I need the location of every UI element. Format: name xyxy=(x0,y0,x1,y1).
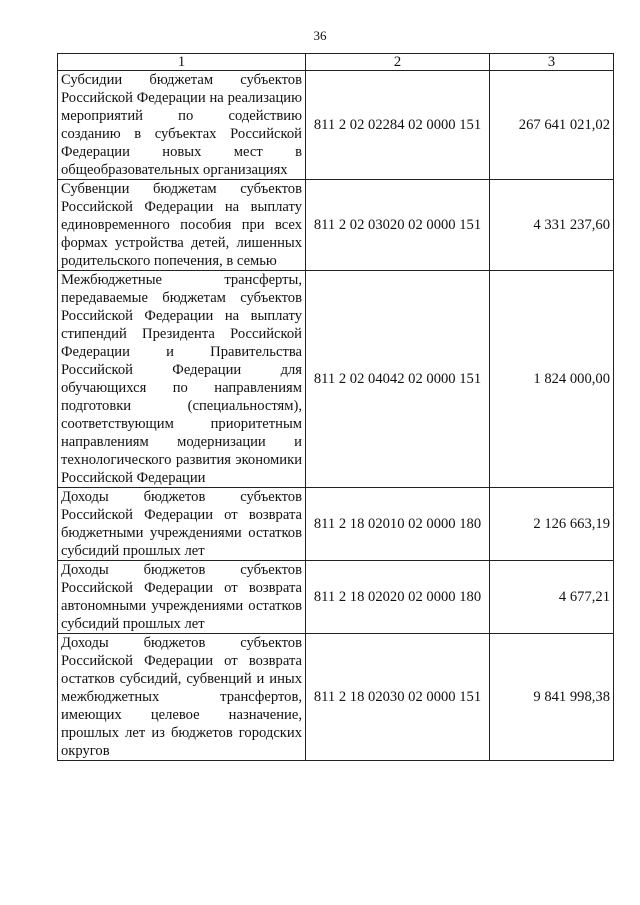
table-row xyxy=(58,180,614,271)
row-description: Субвенции бюджетам субъектов Российской Федерации на выплату единовременного пособия при всех формах устройства детей, лишенных родительского попечения, в семью xyxy=(58,180,306,271)
row-description: Доходы бюджетов субъектов Российской Федерации от возврата остатков субсидий, субвенций и иных межбюджетных трансфертов, имеющих целевое назначение, прошлых лет из бюджетов городских округов xyxy=(58,634,306,761)
row-code: 811 2 18 02020 02 0000 180 xyxy=(306,561,490,634)
table-header-row xyxy=(58,54,614,71)
row-code: 811 2 18 02030 02 0000 151 xyxy=(306,634,490,761)
row-description: Субсидии бюджетам субъектов Российской Федерации на реализацию мероприятий по содействию созданию в субъектах Российской Федерации новых мест в общеобразовательных организациях xyxy=(58,71,306,180)
column-header-2: 2 xyxy=(306,54,490,71)
column-header-1: 1 xyxy=(58,54,306,71)
page-number: 36 xyxy=(313,28,327,43)
row-code: 811 2 18 02010 02 0000 180 xyxy=(306,488,490,561)
row-code: 811 2 02 03020 02 0000 151 xyxy=(306,180,490,271)
row-description: Доходы бюджетов субъектов Российской Федерации от возврата бюджетными учреждениями остатков субсидий прошлых лет xyxy=(58,488,306,561)
row-description: Межбюджетные трансферты, передаваемые бюджетам субъектов Российской Федерации на выплату стипендий Президента Российской Федерации и Правительства Российской Федерации для обучающихся по направлениям подготовки (специальностям), соответствующим приоритетным направлениям модернизации и технологического развития экономики Российской Федерации xyxy=(58,271,306,488)
row-amount: 1 824 000,00 xyxy=(490,271,614,488)
row-code: 811 2 02 04042 02 0000 151 xyxy=(306,271,490,488)
budget-table xyxy=(57,53,614,761)
row-code: 811 2 02 02284 02 0000 151 xyxy=(306,71,490,180)
table-row xyxy=(58,271,614,488)
column-header-3: 3 xyxy=(490,54,614,71)
row-amount: 2 126 663,19 xyxy=(490,488,614,561)
row-amount: 267 641 021,02 xyxy=(490,71,614,180)
table-row xyxy=(58,634,614,761)
table-row xyxy=(58,488,614,561)
table-row xyxy=(58,71,614,180)
row-amount: 4 331 237,60 xyxy=(490,180,614,271)
row-description: Доходы бюджетов субъектов Российской Федерации от возврата автономными учреждениями остатков субсидий прошлых лет xyxy=(58,561,306,634)
row-amount: 4 677,21 xyxy=(490,561,614,634)
row-amount: 9 841 998,38 xyxy=(490,634,614,761)
table-row xyxy=(58,561,614,634)
